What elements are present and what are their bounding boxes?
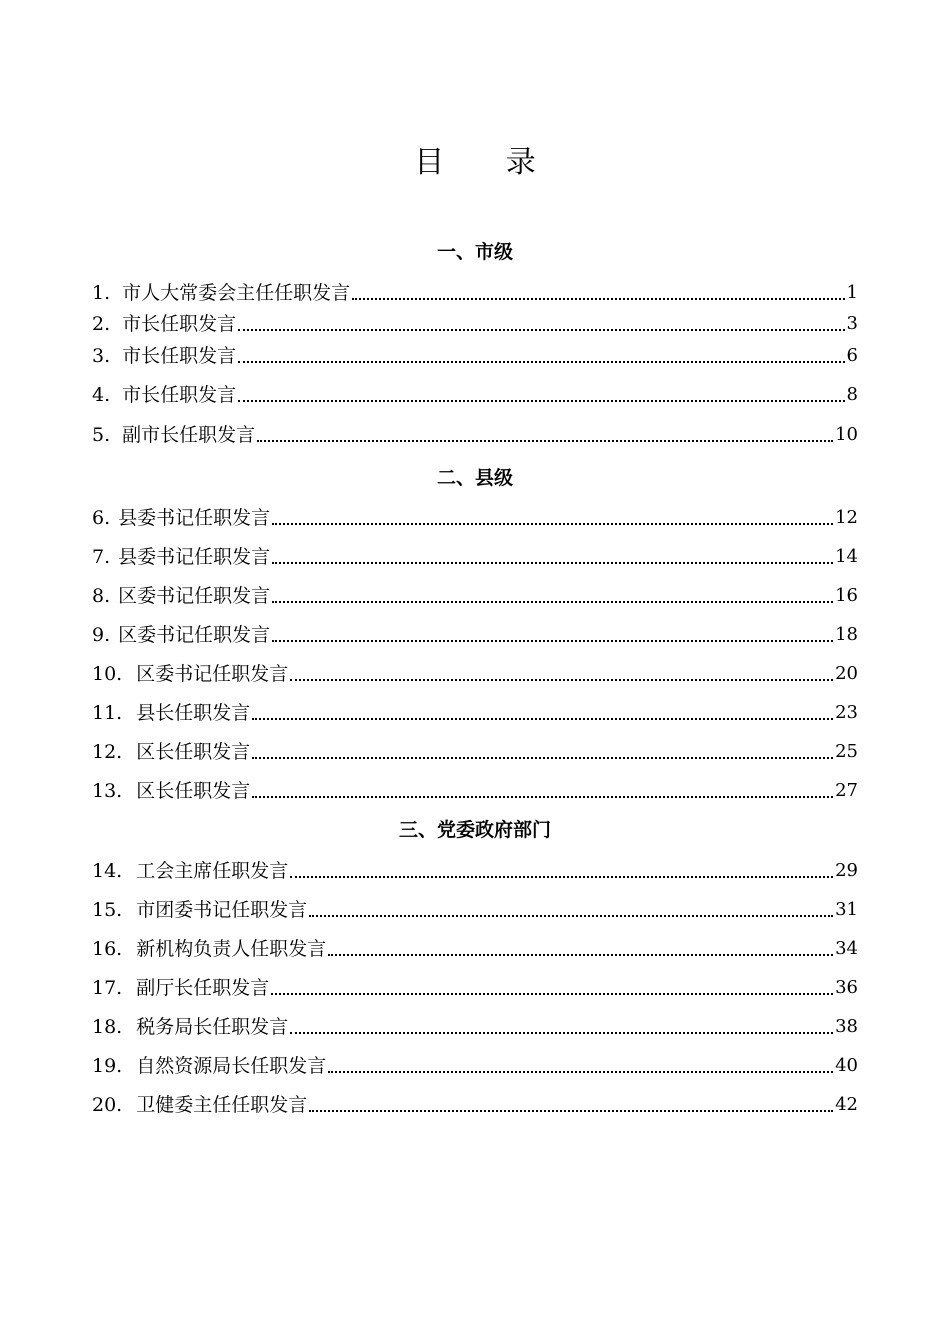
- entry-page-number: 36: [835, 977, 858, 998]
- toc-entry[interactable]: [92, 935, 858, 963]
- dot-leader: [238, 361, 844, 363]
- entry-page-number: 20: [835, 663, 858, 684]
- entry-label: 区长任职发言: [136, 780, 251, 802]
- entry-page-number: 31: [835, 899, 858, 920]
- entry-page-number: 25: [835, 741, 858, 762]
- entry-page-number: 34: [835, 938, 858, 959]
- entry-label: 县委书记任职发言: [118, 507, 271, 529]
- dot-leader: [252, 718, 833, 720]
- toc-entry[interactable]: [92, 621, 858, 649]
- entry-label: 市人大常委会主任任职发言: [122, 282, 351, 304]
- dot-leader: [271, 993, 833, 995]
- entry-number: 2.: [92, 313, 111, 335]
- dot-leader: [309, 1110, 833, 1112]
- entry-label: 自然资源局长任职发言: [136, 1055, 327, 1077]
- document-title: 目 录: [414, 145, 562, 180]
- dot-leader: [238, 329, 844, 331]
- entry-page-number: 6: [846, 345, 858, 366]
- entry-number: 9.: [92, 624, 111, 646]
- section-heading-county: 二、县级: [436, 467, 513, 489]
- entry-number: 3.: [92, 345, 111, 367]
- entry-page-number: 3: [846, 313, 858, 334]
- section-heading-departments: 三、党委政府部门: [398, 819, 551, 841]
- entry-label: 区委书记任职发言: [118, 585, 271, 607]
- entry-number: 10.: [92, 663, 123, 685]
- entry-page-number: 1: [846, 282, 858, 303]
- entry-page-number: 40: [835, 1055, 858, 1076]
- section-heading-city: 一、市级: [436, 241, 513, 263]
- entry-page-number: 18: [835, 624, 858, 645]
- toc-entry[interactable]: [92, 660, 858, 688]
- dot-leader: [252, 757, 833, 759]
- dot-leader: [328, 1071, 833, 1073]
- entry-number: 18.: [92, 1016, 123, 1038]
- entry-page-number: 14: [835, 546, 858, 567]
- entry-number: 16.: [92, 938, 123, 960]
- toc-entry[interactable]: [92, 504, 858, 532]
- toc-entry[interactable]: [92, 310, 858, 338]
- toc-entry[interactable]: [92, 582, 858, 610]
- entry-label: 县委书记任职发言: [118, 546, 271, 568]
- entry-label: 税务局长任职发言: [136, 1016, 289, 1038]
- entry-label: 卫健委主任任职发言: [136, 1094, 308, 1116]
- entry-number: 7.: [92, 546, 111, 568]
- entry-number: 15.: [92, 899, 123, 921]
- entry-number: 6.: [92, 507, 111, 529]
- entry-label: 区委书记任职发言: [136, 663, 289, 685]
- dot-leader: [272, 562, 833, 564]
- entry-number: 1.: [92, 282, 111, 304]
- entry-number: 13.: [92, 780, 123, 802]
- entry-page-number: 27: [835, 780, 858, 801]
- entry-label: 市长任职发言: [122, 345, 237, 367]
- toc-entry[interactable]: [92, 896, 858, 924]
- toc-entry[interactable]: [92, 1052, 858, 1080]
- dot-leader: [328, 954, 833, 956]
- dot-leader: [290, 1032, 833, 1034]
- entry-number: 11.: [92, 702, 123, 724]
- dot-leader: [309, 915, 833, 917]
- entry-label: 县长任职发言: [136, 702, 251, 724]
- entry-page-number: 16: [835, 585, 858, 606]
- entry-label: 市长任职发言: [122, 313, 237, 335]
- toc-entry[interactable]: [92, 421, 858, 449]
- entry-label: 区委书记任职发言: [118, 624, 271, 646]
- entry-number: 20.: [92, 1094, 123, 1116]
- toc-entry[interactable]: [92, 974, 858, 1002]
- entry-number: 5.: [92, 424, 111, 446]
- entry-page-number: 38: [835, 1016, 858, 1037]
- entry-label: 副厅长任职发言: [136, 977, 270, 999]
- toc-entry[interactable]: [92, 543, 858, 571]
- toc-entry[interactable]: [92, 777, 858, 805]
- dot-leader: [352, 298, 844, 300]
- entry-label: 副市长任职发言: [122, 424, 256, 446]
- entry-label: 工会主席任职发言: [136, 860, 289, 882]
- toc-entry[interactable]: [92, 857, 858, 885]
- entry-label: 市长任职发言: [122, 384, 237, 406]
- entry-page-number: 12: [835, 507, 858, 528]
- dot-leader: [272, 523, 833, 525]
- entry-number: 8.: [92, 585, 111, 607]
- dot-leader: [290, 876, 833, 878]
- toc-entry[interactable]: [92, 738, 858, 766]
- dot-leader: [272, 640, 833, 642]
- entry-label: 区长任职发言: [136, 741, 251, 763]
- toc-entry[interactable]: [92, 279, 858, 307]
- dot-leader: [252, 796, 833, 798]
- entry-number: 14.: [92, 860, 123, 882]
- entry-label: 市团委书记任职发言: [136, 899, 308, 921]
- entry-number: 19.: [92, 1055, 123, 1077]
- entry-number: 4.: [92, 384, 111, 406]
- toc-entry[interactable]: [92, 342, 858, 370]
- entry-page-number: 23: [835, 702, 858, 723]
- entry-page-number: 42: [835, 1094, 858, 1115]
- entry-page-number: 8: [846, 384, 858, 405]
- dot-leader: [272, 601, 833, 603]
- entry-number: 17.: [92, 977, 123, 999]
- entry-page-number: 10: [835, 424, 858, 445]
- dot-leader: [290, 679, 833, 681]
- dot-leader: [238, 400, 844, 402]
- toc-entry[interactable]: [92, 699, 858, 727]
- entry-page-number: 29: [835, 860, 858, 881]
- entry-number: 12.: [92, 741, 123, 763]
- dot-leader: [257, 440, 833, 442]
- entry-label: 新机构负责人任职发言: [136, 938, 327, 960]
- toc-entry[interactable]: [92, 1013, 858, 1041]
- toc-entry[interactable]: [92, 381, 858, 409]
- toc-entry[interactable]: [92, 1091, 858, 1119]
